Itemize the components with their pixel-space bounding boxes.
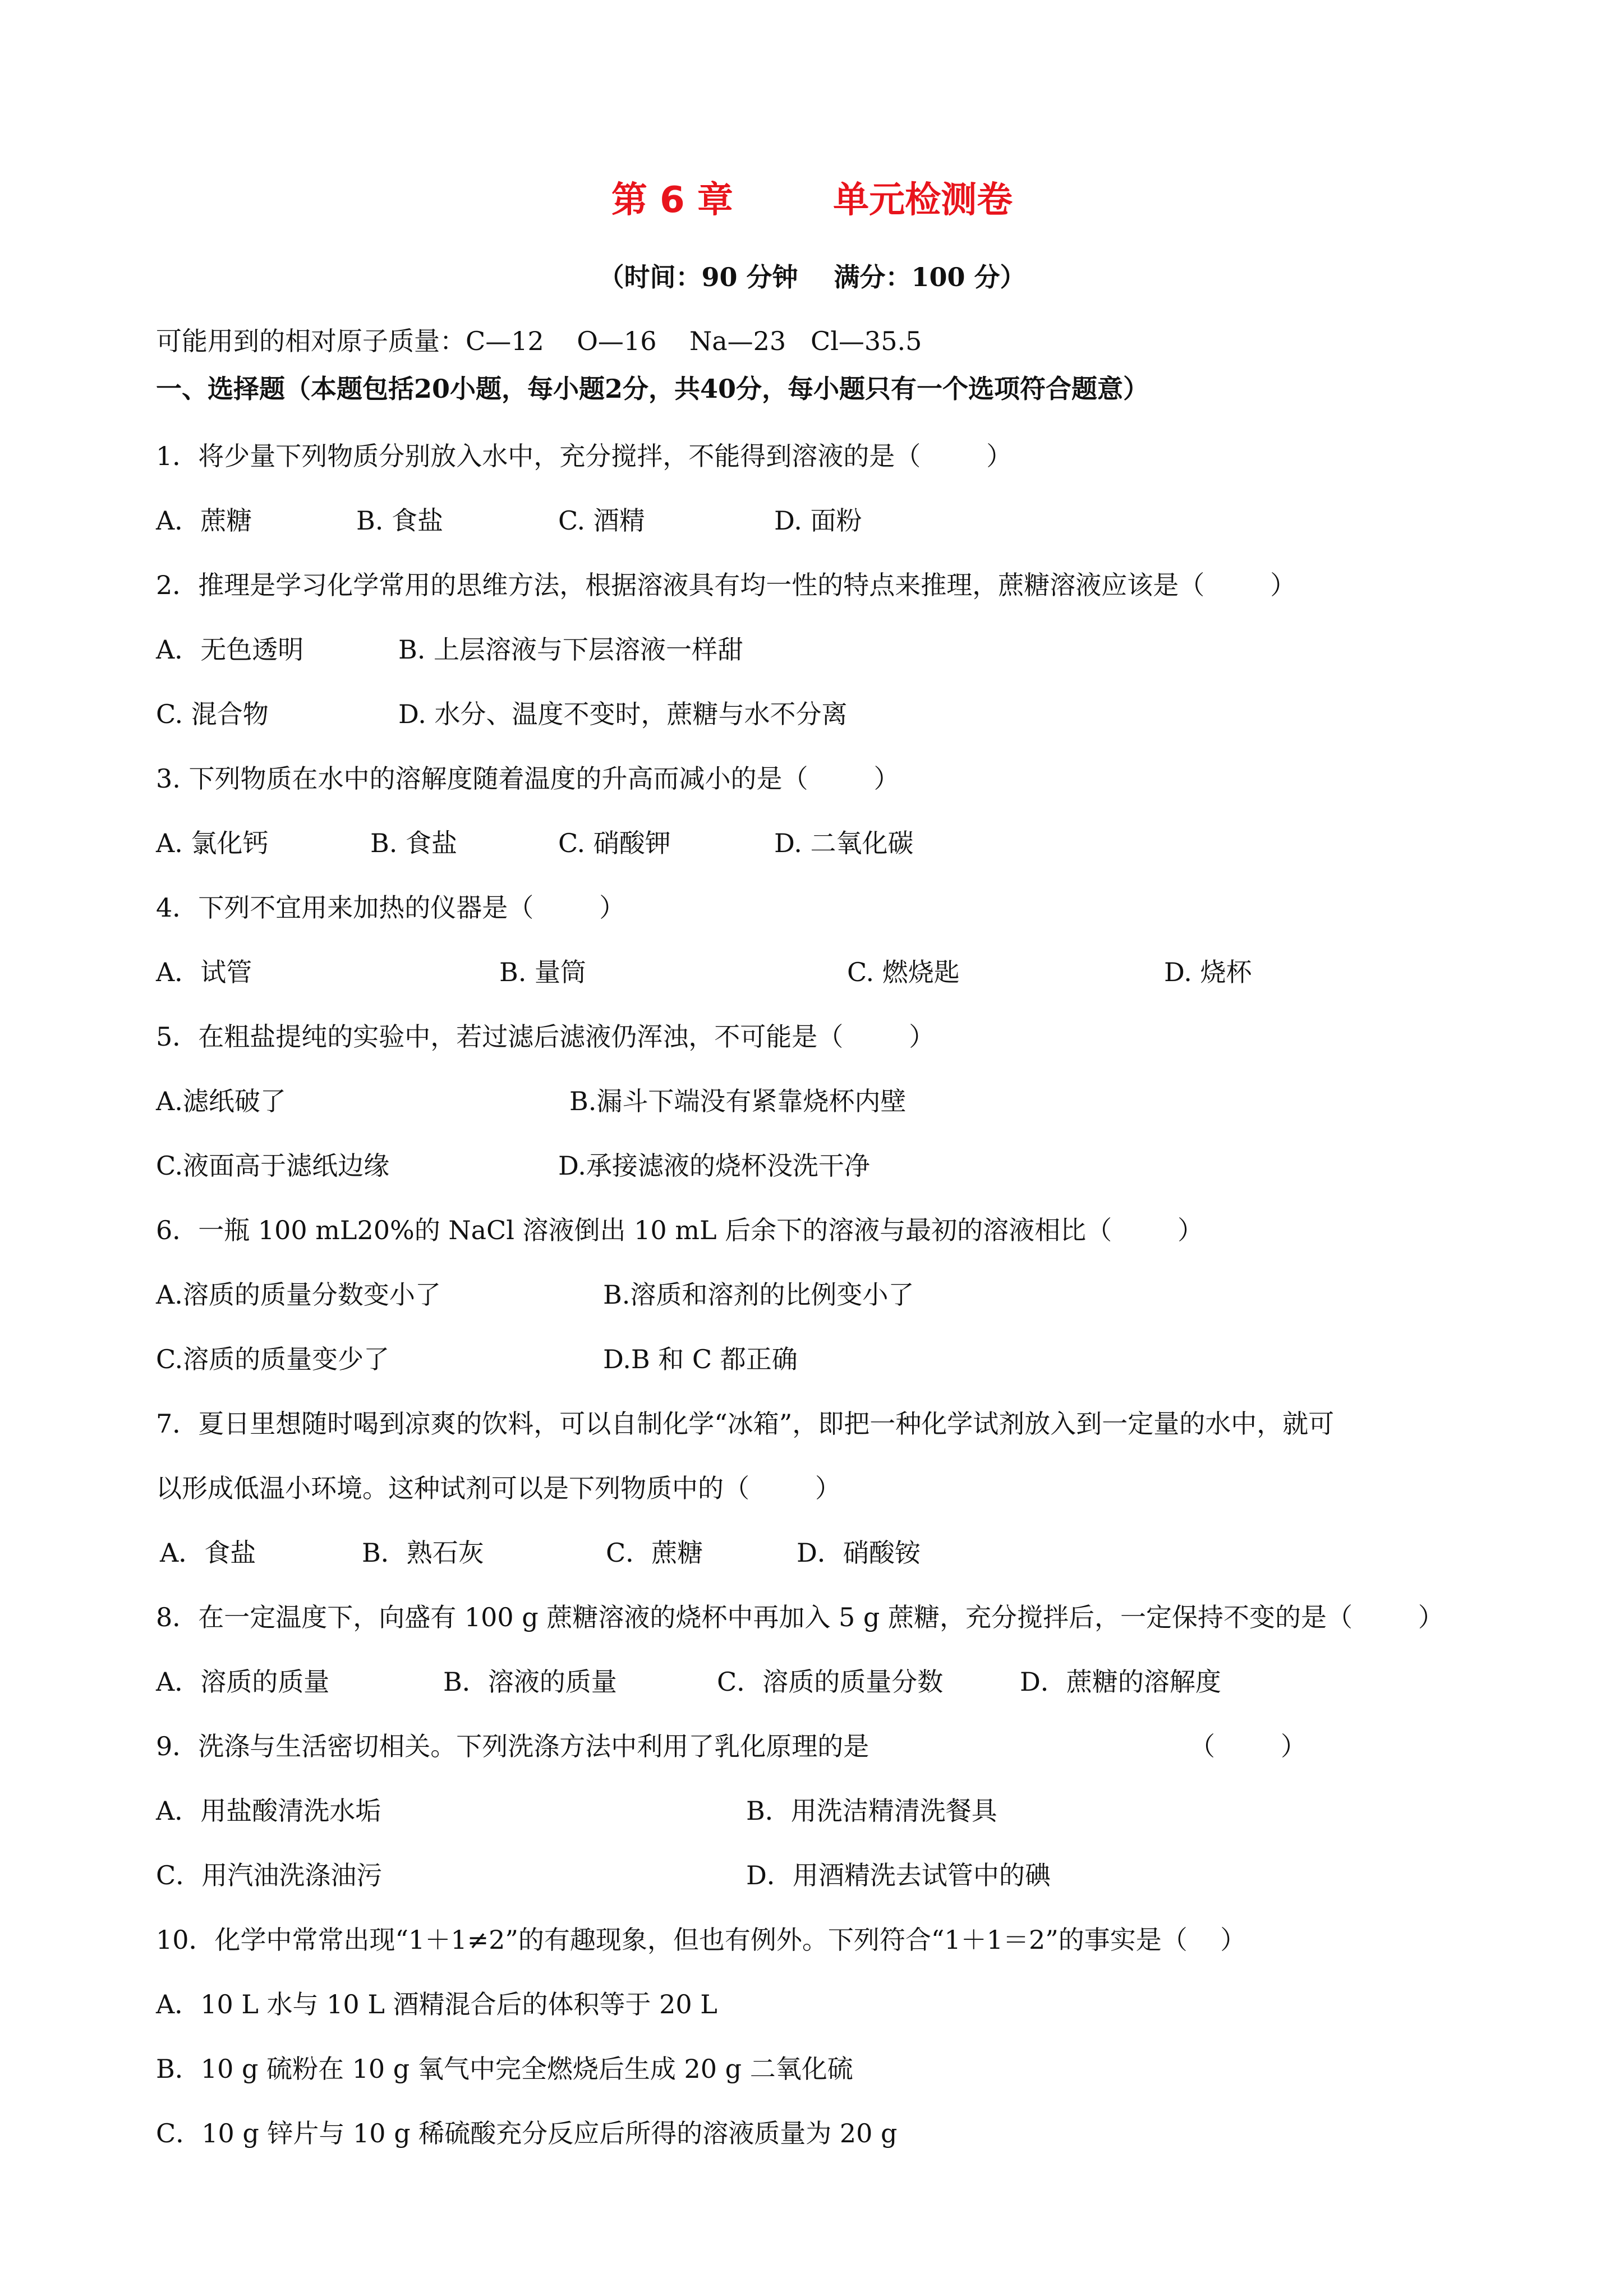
question-3-option-d: D. 二氧化碳 bbox=[774, 828, 914, 858]
question-1-option-a: A．蔗糖 bbox=[156, 505, 252, 536]
question-1-option-b: B. 食盐 bbox=[356, 505, 444, 536]
exam-info: （时间：90 分钟 满分：100 分） bbox=[598, 262, 1026, 292]
question-1-option-c: C. 酒精 bbox=[558, 505, 645, 536]
question-1-option-d: D. 面粉 bbox=[774, 505, 862, 536]
question-5-option-b: B.漏斗下端没有紧靠烧杯内壁 bbox=[569, 1086, 907, 1116]
question-2-option-a: A．无色透明 bbox=[156, 634, 304, 665]
question-9-option-a: A．用盐酸清洗水垢 bbox=[156, 1796, 381, 1826]
question-10-option-c: C．10 g 锌片与 10 g 稀硫酸充分反应后所得的溶液质量为 20 g bbox=[156, 2118, 898, 2148]
question-3-option-a: A. 氯化钙 bbox=[156, 828, 269, 858]
question-6-option-c: C.溶质的质量变少了 bbox=[156, 1344, 390, 1374]
question-6-option-b: B.溶质和溶剂的比例变小了 bbox=[603, 1280, 914, 1310]
question-9-option-c: C．用汽油洗涤油污 bbox=[156, 1860, 383, 1890]
question-7-option-d: D．硝酸铵 bbox=[797, 1538, 921, 1568]
question-7-option-a: A．食盐 bbox=[160, 1538, 256, 1568]
question-2-stem: 2．推理是学习化学常用的思维方法，根据溶液具有均一性的特点来推理，蔗糖溶液应该是（ ） bbox=[156, 570, 1296, 600]
question-8-option-a: A．溶质的质量 bbox=[156, 1667, 330, 1697]
question-8-option-d: D．蔗糖的溶解度 bbox=[1020, 1667, 1221, 1697]
question-3-option-b: B. 食盐 bbox=[370, 828, 458, 858]
question-9-answer-blank: （ ） bbox=[1189, 1731, 1306, 1761]
question-6-stem: 6．一瓶 100 mL20%的 NaCl 溶液倒出 10 mL 后余下的溶液与最初的溶液相比（ ） bbox=[156, 1215, 1204, 1245]
question-4-option-c: C. 燃烧匙 bbox=[847, 957, 960, 987]
question-7-option-c: C．蔗糖 bbox=[606, 1538, 703, 1568]
question-8-option-c: C．溶质的质量分数 bbox=[717, 1667, 944, 1697]
question-7-option-b: B．熟石灰 bbox=[362, 1538, 484, 1568]
atomic-mass-note: 可能用到的相对原子质量：C—12 O—16 Na—23 Cl—35.5 bbox=[156, 326, 922, 356]
question-2-option-b: B. 上层溶液与下层溶液一样甜 bbox=[398, 634, 744, 665]
question-2-option-c: C. 混合物 bbox=[156, 699, 269, 729]
question-5-option-d: D.承接滤液的烧杯没洗干净 bbox=[558, 1151, 870, 1181]
question-6-option-a: A.溶质的质量分数变小了 bbox=[156, 1280, 441, 1310]
question-3-option-c: C. 硝酸钾 bbox=[558, 828, 671, 858]
question-4-option-b: B. 量筒 bbox=[499, 957, 587, 987]
question-8-stem: 8．在一定温度下，向盛有 100 g 蔗糖溶液的烧杯中再加入 5 g 蔗糖，充分搅拌后，一定保持不变的是（ ） bbox=[156, 1602, 1444, 1632]
question-10-option-a: A．10 L 水与 10 L 酒精混合后的体积等于 20 L bbox=[156, 1989, 717, 2019]
question-4-stem: 4．下列不宜用来加热的仪器是（ ） bbox=[156, 892, 625, 923]
question-9-stem: 9．洗涤与生活密切相关。下列洗涤方法中利用了乳化原理的是 bbox=[156, 1731, 869, 1761]
question-10-stem: 10．化学中常常出现“1＋1≠2”的有趣现象，但也有例外。下列符合“1＋1＝2”的事实是（ ） bbox=[156, 1925, 1246, 1955]
question-3-stem: 3. 下列物质在水中的溶解度随着温度的升高而减小的是（ ） bbox=[156, 763, 900, 794]
section-heading: 一、选择题（本题包括20小题，每小题2分，共40分，每小题只有一个选项符合题意） bbox=[156, 374, 1149, 404]
question-6-option-d: D.B 和 C 都正确 bbox=[603, 1344, 798, 1374]
question-5-option-a: A.滤纸破了 bbox=[156, 1086, 286, 1116]
question-9-option-d: D．用酒精洗去试管中的碘 bbox=[746, 1860, 1051, 1890]
question-5-stem: 5．在粗盐提纯的实验中，若过滤后滤液仍浑浊，不可能是（ ） bbox=[156, 1022, 935, 1052]
question-8-option-b: B．溶液的质量 bbox=[443, 1667, 617, 1697]
question-1-stem: 1．将少量下列物质分别放入水中，充分搅拌，不能得到溶液的是（ ） bbox=[156, 441, 1013, 471]
question-2-option-d: D. 水分、温度不变时，蔗糖与水不分离 bbox=[398, 699, 848, 729]
question-4-option-a: A．试管 bbox=[156, 957, 252, 987]
question-9-option-b: B．用洗洁精清洗餐具 bbox=[746, 1796, 997, 1826]
question-7-stem-continued: 以形成低温小环境。这种试剂可以是下列物质中的（ ） bbox=[156, 1473, 841, 1503]
question-4-option-d: D. 烧杯 bbox=[1164, 957, 1252, 987]
question-5-option-c: C.液面高于滤纸边缘 bbox=[156, 1151, 390, 1181]
question-7-stem: 7．夏日里想随时喝到凉爽的饮料，可以自制化学“冰箱”，即把一种化学试剂放入到一定量的水中，就可 bbox=[156, 1409, 1335, 1439]
question-10-option-b: B．10 g 硫粉在 10 g 氧气中完全燃烧后生成 20 g 二氧化硫 bbox=[156, 2054, 853, 2084]
page-title: 第 6 章 单元检测卷 bbox=[611, 180, 1013, 221]
